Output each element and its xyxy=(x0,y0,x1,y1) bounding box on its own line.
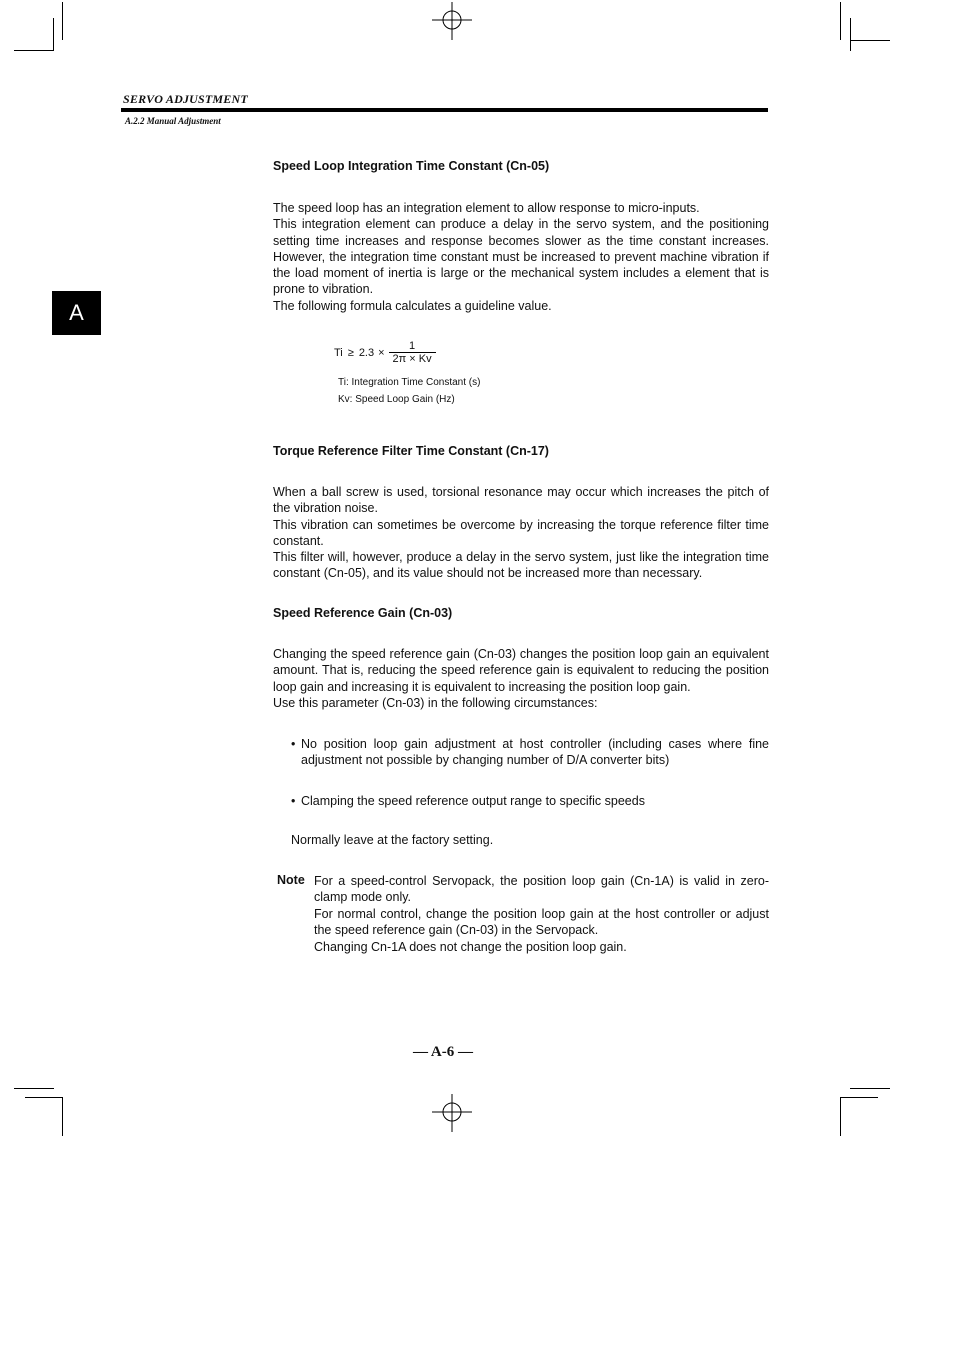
formula-legend-item: Ti: Integration Time Constant (s) xyxy=(338,377,481,388)
section-body xyxy=(273,484,769,582)
section-heading: Speed Loop Integration Time Constant (Cn-05) xyxy=(273,159,550,173)
header-rule xyxy=(121,108,768,112)
formula-legend-item: Kv: Speed Loop Gain (Hz) xyxy=(338,394,455,405)
chapter-tab xyxy=(52,291,101,335)
formula xyxy=(334,340,436,366)
paragraph: Use this parameter (Cn-03) in the following circumstances: xyxy=(273,695,598,710)
chapter-tab-label: A xyxy=(69,300,84,325)
section-heading: Speed Reference Gain (Cn-03) xyxy=(273,606,453,620)
running-header-subsection: A.2.2 Manual Adjustment xyxy=(125,116,221,126)
note-line: Changing Cn-1A does not change the position loop gain. xyxy=(314,939,627,954)
formula-operator: ≥ xyxy=(347,347,354,359)
list-item-text: Clamping the speed reference output range to specific speeds xyxy=(301,794,645,808)
list-item xyxy=(291,793,769,809)
closing-text: Normally leave at the factory setting. xyxy=(291,833,494,847)
paragraph: The following formula calculates a guideline value. xyxy=(273,298,552,313)
formula-lhs: Ti xyxy=(334,347,343,359)
paragraph: Changing the speed reference gain (Cn-03) changes the position loop gain an equivalent amount. That is, reducing the speed reference gain is equivalent to reducing the position loop gain and increasing it is equivalent to increasing the position loop gain. xyxy=(273,647,769,694)
paragraph: This filter will, however, produce a delay in the servo system, just like the integration time constant (Cn-05), and its value should not be increased more than necessary. xyxy=(273,550,769,581)
section-body xyxy=(273,200,769,314)
list-item xyxy=(291,736,769,769)
page-number: — A-6 — xyxy=(413,1044,473,1060)
registration-mark-icon xyxy=(432,2,472,42)
section-heading: Torque Reference Filter Time Constant (Cn-17) xyxy=(273,444,549,458)
paragraph: The speed loop has an integration element to allow response to micro-inputs. xyxy=(273,201,700,215)
formula-denominator: 2π × Kv xyxy=(392,353,432,365)
registration-mark-icon xyxy=(432,1092,472,1132)
running-header-title: SERVO ADJUSTMENT xyxy=(123,92,248,106)
section-body xyxy=(273,646,769,711)
note-line: For a speed-control Servopack, the position loop gain (Cn-1A) is valid in zero-clamp mode only. xyxy=(314,874,769,905)
bullet-icon: • xyxy=(291,794,296,808)
paragraph: This integration element can produce a delay in the servo system, and the positioning setting time increases and response becomes slower as the time constant increases. However, the integration time constant must be increased to prevent machine vibration if the load moment of inertia is large or the mechanical system includes a element that is prone to vibration. xyxy=(273,217,769,297)
bullet-icon: • xyxy=(291,737,296,751)
note-label: Note xyxy=(277,873,305,887)
formula-numerator: 1 xyxy=(409,340,416,352)
paragraph: When a ball screw is used, torsional resonance may occur which increases the pitch of the vibration noise. xyxy=(273,485,769,516)
note-line: For normal control, change the position loop gain at the host controller or adjust the speed reference gain (Cn-03) in the Servopack. xyxy=(314,906,769,938)
formula-coefficient: 2.3 xyxy=(358,347,375,359)
list-item-text: No position loop gain adjustment at host controller (including cases where fine adjustment not possible by changing number of D/A converter bits) xyxy=(301,737,769,768)
paragraph: This vibration can sometimes be overcome by increasing the torque reference filter time constant. xyxy=(273,517,769,548)
note-body xyxy=(314,873,769,955)
formula-times: × xyxy=(378,347,385,359)
formula-fraction xyxy=(389,340,436,366)
